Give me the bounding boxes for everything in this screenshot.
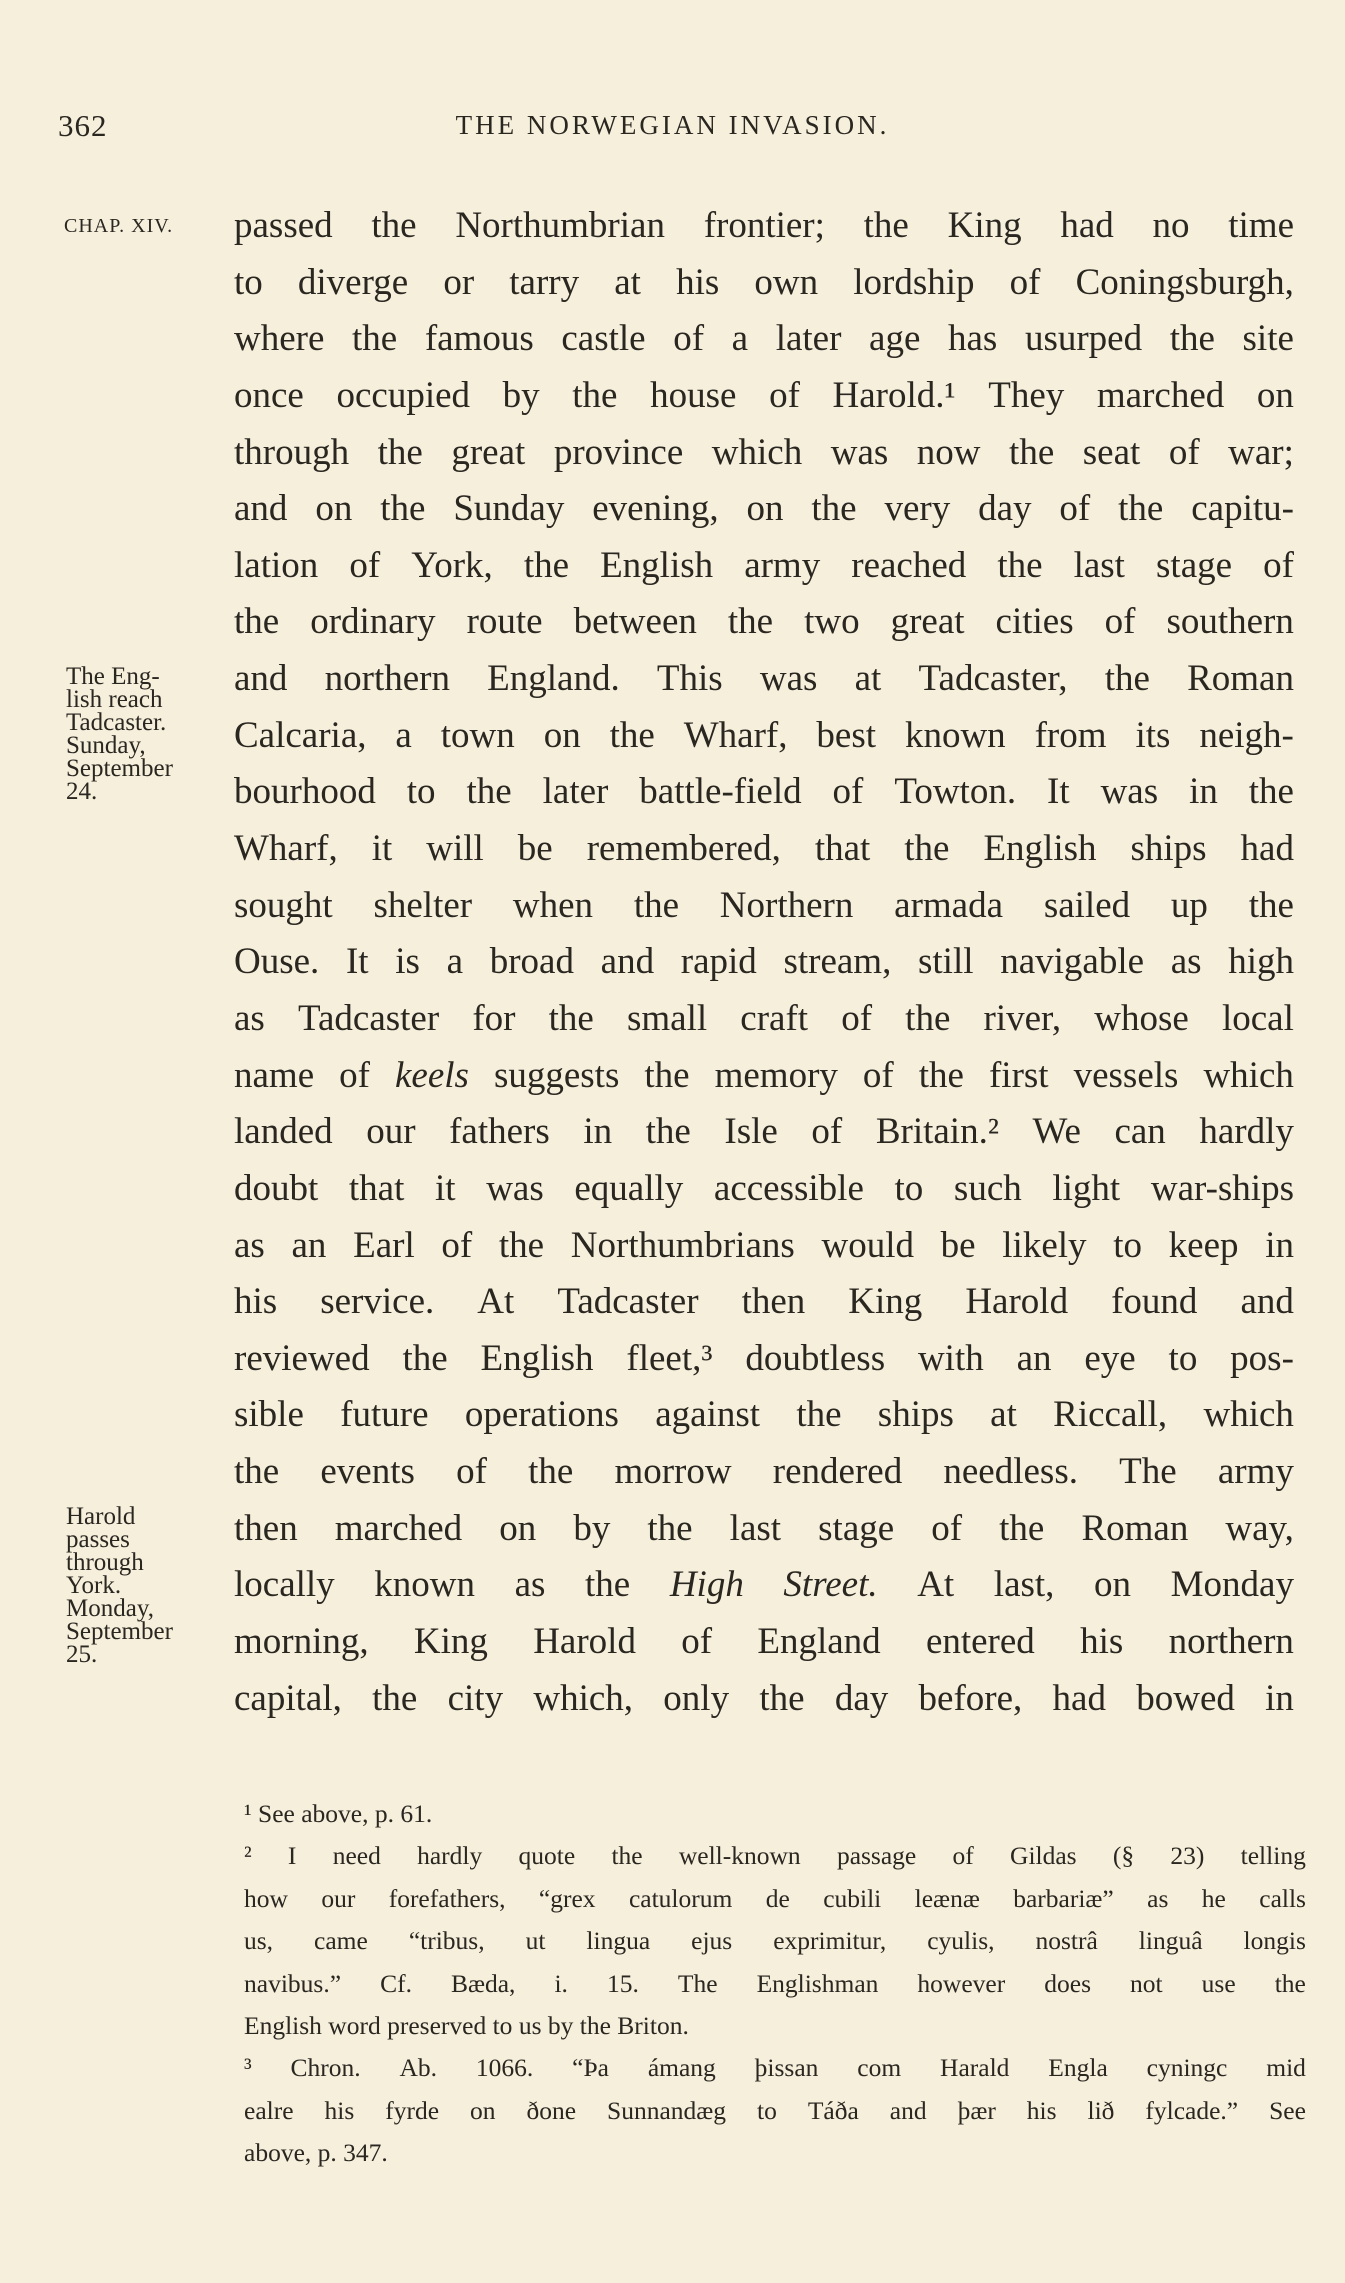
body-line: the ordinary route between the two great cities of southern bbox=[234, 601, 1294, 643]
footnote-line: how our forefathers, “grex catulorum de cubili leænæ barbariæ” as he calls bbox=[244, 1883, 1306, 1913]
margin-note-line: lish reach bbox=[66, 686, 163, 713]
margin-note-line: passes bbox=[66, 1526, 130, 1553]
margin-note-line: through bbox=[66, 1549, 144, 1576]
footnote-line: ealre his fyrde on ðone Sunnandæg to Táða and þær his lið fylcade.” See bbox=[244, 2095, 1306, 2125]
body-line: lation of York, the English army reached the last stage of bbox=[234, 544, 1294, 586]
body-text bbox=[234, 198, 1294, 1727]
margin-note-line: York. bbox=[66, 1572, 122, 1599]
body-line: to diverge or tarry at his own lordship of Coningsburgh, bbox=[234, 261, 1294, 303]
footnote-line: us, came “tribus, ut lingua ejus exprimitur, cyulis, nostrâ linguâ longis bbox=[244, 1926, 1306, 1956]
margin-note-york bbox=[66, 1505, 226, 1666]
body-line: sought shelter when the Northern armada sailed up the bbox=[234, 884, 1294, 926]
running-title: THE NORWEGIAN INVASION. bbox=[455, 110, 890, 140]
margin-note-line: Harold bbox=[66, 1503, 136, 1530]
body-line: through the great province which was now the seat of war; bbox=[234, 431, 1294, 473]
body-line: his service. At Tadcaster then King Harold found and bbox=[234, 1281, 1294, 1323]
margin-note-line: Sunday, bbox=[66, 732, 146, 759]
margin-note-line: Tadcaster. bbox=[66, 709, 167, 736]
body-line: and northern England. This was at Tadcaster, the Roman bbox=[234, 658, 1294, 700]
margin-note-line: September bbox=[66, 755, 173, 782]
body-line: as an Earl of the Northumbrians would be likely to keep in bbox=[234, 1224, 1294, 1266]
margin-note-tadcaster bbox=[66, 665, 226, 803]
body-line: doubt that it was equally accessible to such light war-ships bbox=[234, 1167, 1294, 1209]
body-line: and on the Sunday evening, on the very day of the capitu- bbox=[234, 488, 1294, 530]
body-line: where the famous castle of a later age has usurped the site bbox=[234, 318, 1294, 360]
page-header bbox=[0, 108, 1345, 148]
footnote-line: navibus.” Cf. Bæda, i. 15. The Englishman however does not use the bbox=[244, 1968, 1306, 1998]
body-line: the events of the morrow rendered needless. The army bbox=[234, 1451, 1294, 1493]
chapter-label: CHAP. XIV. bbox=[64, 215, 174, 237]
body-line: bourhood to the later battle-field of Towton. It was in the bbox=[234, 771, 1294, 813]
footnote-line: English word preserved to us by the Briton. bbox=[244, 2010, 689, 2040]
body-line: morning, King Harold of England entered his northern bbox=[234, 1621, 1294, 1663]
margin-note-line: 25. bbox=[66, 1641, 98, 1668]
footnote-line: above, p. 347. bbox=[244, 2138, 388, 2168]
body-line: then marched on by the last stage of the Roman way, bbox=[234, 1507, 1294, 1549]
margin-note-line: 24. bbox=[66, 778, 98, 805]
body-line: once occupied by the house of Harold.¹ They marched on bbox=[234, 374, 1294, 416]
body-line: Ouse. It is a broad and rapid stream, still navigable as high bbox=[234, 941, 1294, 983]
body-line: name of keels suggests the memory of the first vessels which bbox=[234, 1054, 1294, 1096]
margin-note-line: Monday, bbox=[66, 1595, 154, 1622]
body-line: Calcaria, a town on the Wharf, best known from its neigh- bbox=[234, 714, 1294, 756]
body-line: reviewed the English fleet,³ doubtless with an eye to pos- bbox=[234, 1337, 1294, 1379]
body-line: Wharf, it will be remembered, that the English ships had bbox=[234, 828, 1294, 870]
page-number: 362 bbox=[58, 108, 108, 143]
body-line: sible future operations against the ships at Riccall, which bbox=[234, 1394, 1294, 1436]
margin-note-line: The Eng- bbox=[66, 663, 160, 690]
footnote-line: ³ Chron. Ab. 1066. “Þa ámang þissan com Harald Engla cyningc mid bbox=[244, 2053, 1306, 2083]
body-line: locally known as the High Street. At last, on Monday bbox=[234, 1564, 1294, 1606]
body-line: capital, the city which, only the day before, had bowed in bbox=[234, 1677, 1294, 1719]
body-line: passed the Northumbrian frontier; the King had no time bbox=[234, 205, 1294, 246]
footnotes bbox=[244, 1793, 1306, 2175]
margin-note-line: September bbox=[66, 1618, 173, 1645]
footnote-line: ² I need hardly quote the well-known passage of Gildas (§ 23) telling bbox=[244, 1841, 1306, 1871]
footnote-line: ¹ See above, p. 61. bbox=[244, 1799, 433, 1828]
body-line: landed our fathers in the Isle of Britain.² We can hardly bbox=[234, 1111, 1294, 1153]
body-line: as Tadcaster for the small craft of the river, whose local bbox=[234, 997, 1294, 1039]
